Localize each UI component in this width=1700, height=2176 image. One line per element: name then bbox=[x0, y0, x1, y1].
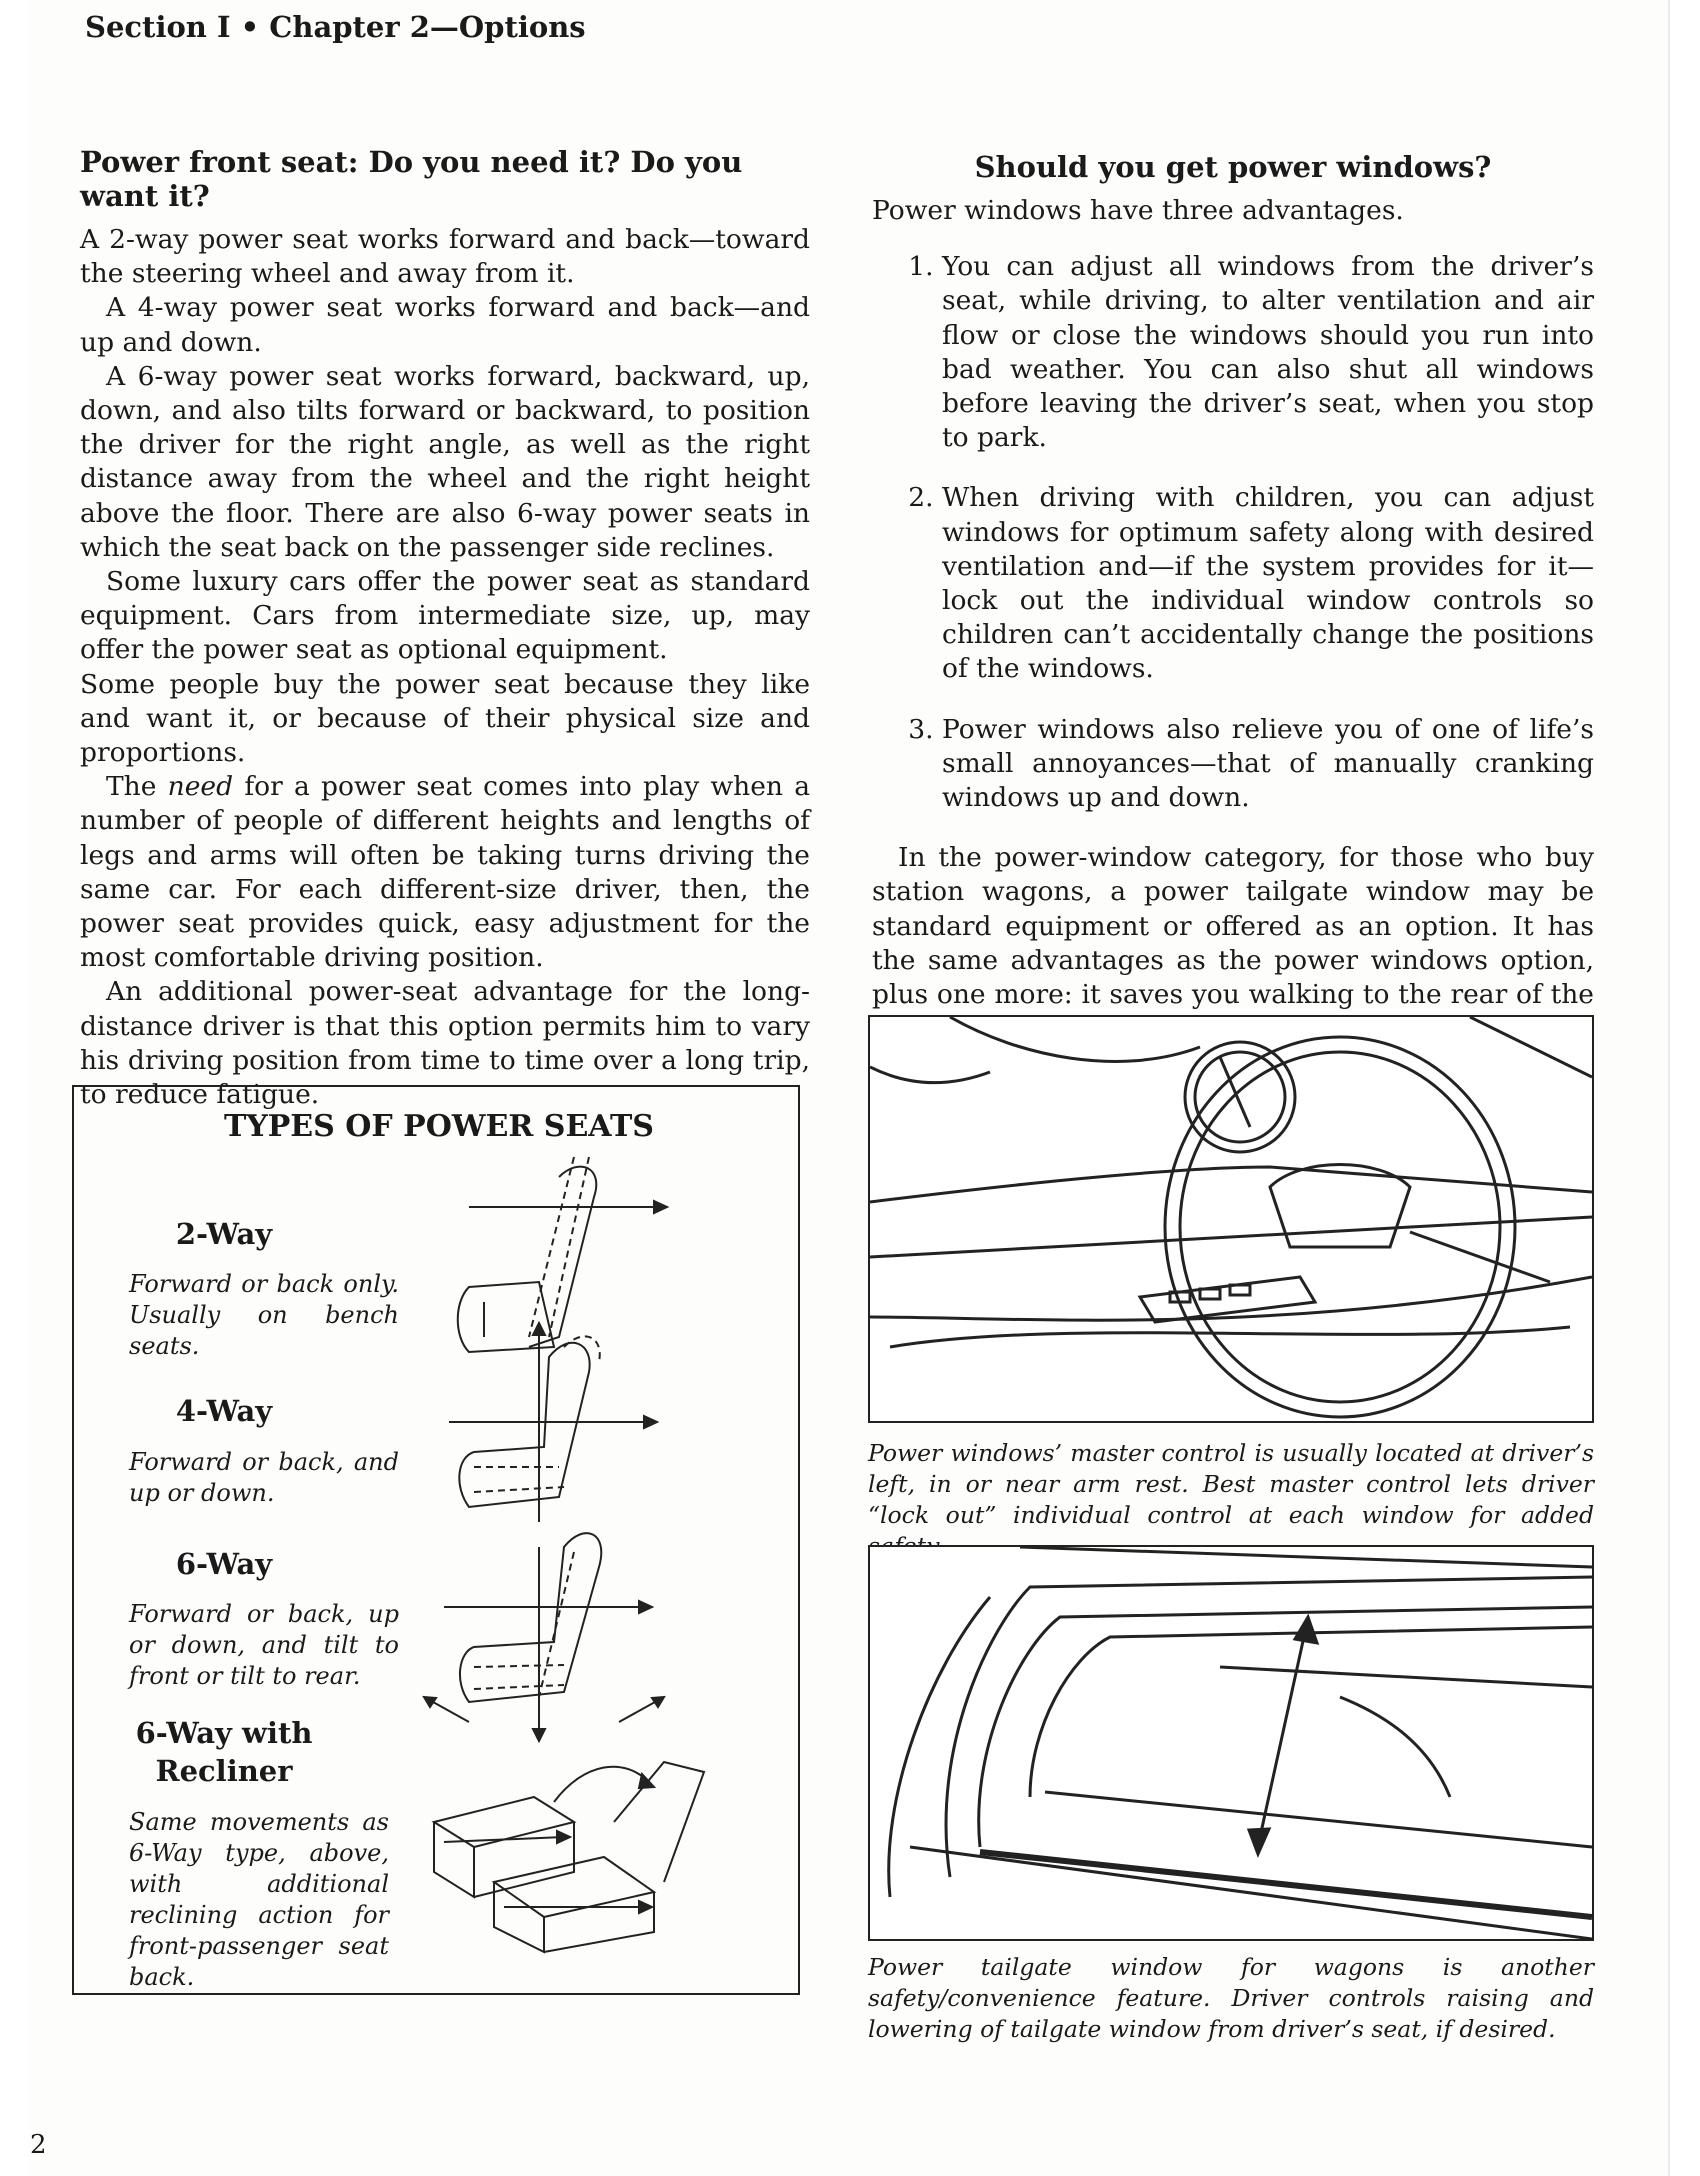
advantages-list bbox=[872, 250, 1594, 815]
closing-paragraph: In the power-window category, for those who buy station wagons, a power tailgate window may be standard equipment or offered as an option. It has the same advantages as the power windows option, plus one more: it saves you walking to the rear of the bbox=[872, 842, 1594, 1011]
paragraph: Some people buy the power seat because they like and want it, or because of their physical size and proportions. bbox=[80, 668, 810, 769]
intro-paragraph: Power windows have three advantages. bbox=[872, 195, 1404, 226]
seat-6way-illustration bbox=[414, 1507, 774, 1747]
type-name-2way: 2-Way bbox=[175, 1217, 273, 1251]
paragraph: Some luxury cars offer the power seat as standard equipment. Cars from intermediate size, up, may offer the power seat as optional equipment. bbox=[80, 566, 810, 666]
seat-4way-illustration bbox=[429, 1317, 769, 1527]
list-item: 3. Power windows also relieve you of one of life’s small annoyances—that of manually cranking windows up and down. bbox=[942, 713, 1594, 816]
paragraph: A 2-way power seat works forward and back—toward the steering wheel and away from it. bbox=[80, 224, 810, 290]
type-name-6way-recliner: 6-Way with Recliner bbox=[135, 1716, 313, 1788]
tailgate-window-illustration bbox=[868, 1545, 1594, 1941]
paragraph: An additional power-seat advantage for the long-distance driver is that this option permits him to vary his driving position from time to time over a long trip, to reduce fatigue. bbox=[80, 976, 810, 1111]
type-name-4way: 4-Way bbox=[175, 1394, 273, 1428]
page-number: 2 bbox=[30, 2130, 47, 2160]
list-item: 1. You can adjust all windows from the driver’s seat, while driving, to alter ventilation and air flow or close the windows should you run into bad weather. You can also shut all windows before leaving the driver’s seat, when you stop to park. bbox=[942, 250, 1594, 455]
page-header: Section I • Chapter 2—Options bbox=[85, 10, 586, 44]
power-seat-heading: Power front seat: Do you need it? Do you want it? bbox=[80, 145, 743, 213]
figure-caption-tailgate: Power tailgate window for wagons is another safety/convenience feature. Driver controls raising and lowering of tailgate window from driver’s seat, if desired. bbox=[868, 1953, 1594, 2043]
figure-caption-master-control: Power windows’ master control is usually located at driver’s left, in or near arm rest. Best master control lets driver “lock out” individual control at each window for added bbox=[868, 1439, 1594, 1529]
type-desc-2way: Forward or back only. Usually on bench seats. bbox=[129, 1270, 399, 1360]
power-windows-heading: Should you get power windows? bbox=[974, 150, 1492, 184]
need-emphasis: need bbox=[167, 771, 234, 803]
tailgate-drawing bbox=[870, 1547, 1592, 1939]
list-item: 2. When driving with children, you can adjust windows for optimum safety along with desired ventilation and—if the system provides for it—lock out the individual window controls so children can’t accidentally change the positions of the windows. bbox=[942, 481, 1594, 686]
type-name-6way: 6-Way bbox=[175, 1547, 273, 1581]
need-paragraph bbox=[80, 770, 810, 975]
paragraph: A 6-way power seat works forward, backward, up, down, and also tilts forward or backward, to position the driver for the right angle, as well as the right distance away from the wheel and the right height above the floor. There are also 6-way power seats in which the seat back on the passenger side reclines. bbox=[80, 360, 810, 563]
need-before: The bbox=[106, 771, 168, 803]
paragraph: A 4-way power seat works forward and back—and up and down. bbox=[80, 292, 810, 358]
type-desc-6way-recliner: Same movements as 6-Way type, above, with additional reclining action for front-passenger seat back. bbox=[129, 1808, 389, 1991]
type-desc-4way: Forward or back, and up or down. bbox=[129, 1448, 399, 1507]
types-of-power-seats-box bbox=[72, 1085, 800, 1995]
types-box-title: TYPES OF POWER SEATS bbox=[224, 1109, 654, 1144]
dashboard-drawing bbox=[870, 1017, 1592, 1421]
seat-6way-recliner-illustration bbox=[414, 1742, 784, 1972]
need-after: for a power seat comes into play when a number of people of different heights and lengths of legs and arms will often be taking turns driving the same car. For each different-size driver, then, the power seat provides quick, easy adjustment for the most comfortable driving position. bbox=[80, 771, 810, 974]
master-control-illustration bbox=[868, 1015, 1594, 1423]
type-desc-6way: Forward or back, up or down, and tilt to front or tilt to rear. bbox=[129, 1600, 399, 1690]
left-column bbox=[80, 145, 810, 1112]
right-column bbox=[872, 150, 1594, 1046]
